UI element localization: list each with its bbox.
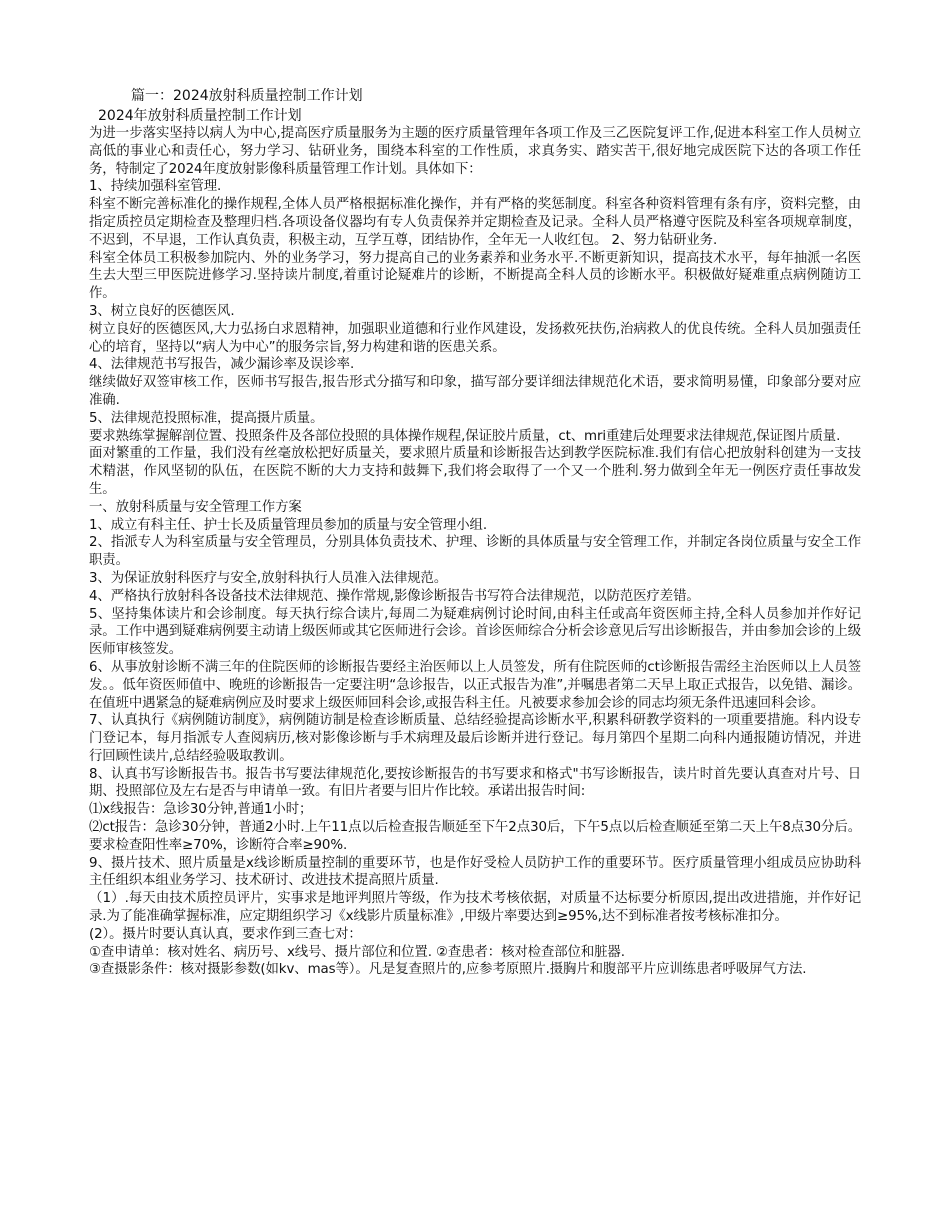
document-body — [89, 125, 861, 979]
paragraph: ①查申请单：核对姓名、病历号、x线号、摄片部位和位置. ②查患者：核对检查部位和脏器. — [89, 944, 625, 960]
paragraph: 5、法律规范投照标准，提高摄片质量。 — [89, 410, 324, 426]
paragraph: 科室全体员工积极参加院内、外的业务学习，努力提高自己的业务素养和业务水平.不断更新知识，提高技术水平，每年抽派一名医生去大型三甲医院进修学习.坚持读片制度,着重讨论疑难片的诊断，不断提高全科人员的诊断水平。积极做好疑难重点病例随访工作。 — [89, 250, 861, 302]
paragraph: ⑴x线报告：急诊30分钟,普通1小时； — [89, 802, 313, 818]
paragraph: 6、从事放射诊断不满三年的住院医师的诊断报告要经主治医师以上人员签发，所有住院医师的ct诊断报告需经主治医师以上人员签发。。低年资医师值中、晚班的诊断报告一定要注明“急诊报告，以正式报告为准”,并嘱患者第二天早上取正式报告，以免错、漏诊。在值班中遇紧急的疑难病例应及时要求上级医师回科会诊,或报告科主任。凡被要求参加会诊的同志均须无条件迅速回科会诊。 — [89, 659, 861, 711]
paragraph: 8、认真书写诊断报告书。报告书写要法律规范化,要按诊断报告的书写要求和格式"书写诊断报告，读片时首先要认真查对片号、日期、投照部位及左右是否与申请单一致。有旧片者要与旧片作比较。承诺出报告时间: — [89, 766, 861, 800]
paragraph: 一、放射科质量与安全管理工作方案 — [89, 499, 302, 515]
paragraph: (2）。摄片时要认真认真，要求作到三查七对： — [89, 926, 362, 942]
document-title: 篇一：2024放射科质量控制工作计划 — [131, 88, 363, 104]
paragraph: 7、认真执行《病例随访制度》，病例随访制是检查诊断质量、总结经验提高诊断水平,积累科研教学资料的一项重要措施。科内设专门登记本，每月指派专人查阅病历,核对影像诊断与手术病理及最后诊断并进行登记。每月第四个星期二向科内通报随访情况，并进行回顾性读片,总结经验吸取教训。 — [89, 713, 861, 764]
paragraph: 4、严格执行放射科各设备技术法律规范、操作常规,影像诊断报告书写符合法律规范，以防范医疗差错。 — [89, 588, 700, 604]
paragraph: 3、树立良好的医德医风. — [89, 303, 235, 319]
paragraph: 面对繁重的工作量，我们没有丝毫放松把好质量关，要求照片质量和诊断报告达到教学医院标准.我们有信心把放射科创建为一支技术精湛，作风坚韧的队伍，在医院不断的大力支持和鼓舞下,我们将会取得了一个又一个胜利.努力做到全年无一例医疗责任事故发生。 — [89, 446, 861, 497]
paragraph: 要求熟练掌握解剖位置、投照条件及各部位投照的具体操作规程,保证胶片质量，ct、mri重建后处理要求法律规范,保证图片质量. — [89, 428, 841, 444]
paragraph: ③查摄影条件：核对摄影参数(如kv、mas等）。凡是复查照片的,应参考原照片.摄胸片和腹部平片应训练患者呼吸屏气方法. — [89, 962, 807, 978]
paragraph: （1）.每天由技术质控员评片，实事求是地评判照片等级，作为技术考核依据，对质量不达标要分析原因,提出改进措施，并作好记录.为了能准确掌握标准，应定期组织学习《x线影片质量标准》,甲级片率要达到≥95%,达不到标准者按考核标准扣分。 — [89, 891, 861, 925]
paragraph: 1、成立有科主任、护士长及质量管理员参加的质量与安全管理小组. — [89, 517, 488, 533]
paragraph: 为进一步落实坚持以病人为中心,提高医疗质量服务为主题的医疗质量管理年各项工作及三乙医院复评工作,促进本科室工作人员树立高低的事业心和责任心，努力学习、钻研业务，围绕本科室的工作性质，求真务实、踏实苦干,很好地完成医院下达的各项工作任务，特制定了2024年度放射影像科质量管理工作计划。具体如下： — [89, 126, 861, 177]
paragraph: 3、为保证放射科医疗与安全,放射科执行人员准入法律规范。 — [89, 570, 448, 586]
paragraph: 科室不断完善标准化的操作规程,全体人员严格根据标准化操作，并有严格的奖惩制度。科室各种资料管理有条有序，资料完整，由指定质控员定期检查及整理归档.各项设备仪器均有专人负责保养并定期检查及记录。全科人员严格遵守医院及科室各项规章制度，不迟到，不早退，工作认真负责，积极主动，互学互尊，团结协作，全年无一人收红包。 2、努力钻研业务. — [89, 197, 861, 248]
paragraph: 5、坚持集体读片和会诊制度。每天执行综合读片,每周二为疑难病例讨论时间,由科主任或高年资医师主持,全科人员参加并作好记录。工作中遇到疑难病例要主动请上级医师或其它医师进行会诊。首诊医师综合分析会诊意见后写出诊断报告，并由参加会诊的上级医师审核签发。 — [89, 606, 861, 658]
document-subtitle: 2024年放射科质量控制工作计划 — [98, 108, 302, 124]
paragraph: 4、法律规范书写报告，减少漏诊率及误诊率. — [89, 357, 355, 373]
paragraph: 2、指派专人为科室质量与安全管理员，分别具体负责技术、护理、诊断的具体质量与安全管理工作，并制定各岗位质量与安全工作职责。 — [89, 535, 861, 569]
paragraph: 9、摄片技术、照片质量是x线诊断质量控制的重要环节，也是作好受检人员防护工作的重要环节。医疗质量管理小组成员应协助科主任组织本组业务学习、技术研讨、改进技术提高照片质量. — [89, 855, 861, 889]
paragraph: 1、持续加强科室管理. — [89, 179, 222, 195]
paragraph: 树立良好的医德医风,大力弘扬白求恩精神，加强职业道德和行业作风建设，发扬救死扶伤,治病救人的优良传统。全科人员加强责任心的培育，坚持以“病人为中心”的服务宗旨,努力构建和谐的医患关系。 — [89, 321, 861, 355]
paragraph: ⑵ct报告：急诊30分钟，普通2小时.上午11点以后检查报告顺延至下午2点30后，下午5点以后检查顺延至第二天上午8点30分后。 要求检查阳性率≥70%，诊断符合率≥90%. — [89, 820, 861, 853]
paragraph: 继续做好双签审核工作，医师书写报告,报告形式分描写和印象，描写部分要详细法律规范化术语，要求简明易懂，印象部分要对应准确. — [89, 375, 861, 408]
